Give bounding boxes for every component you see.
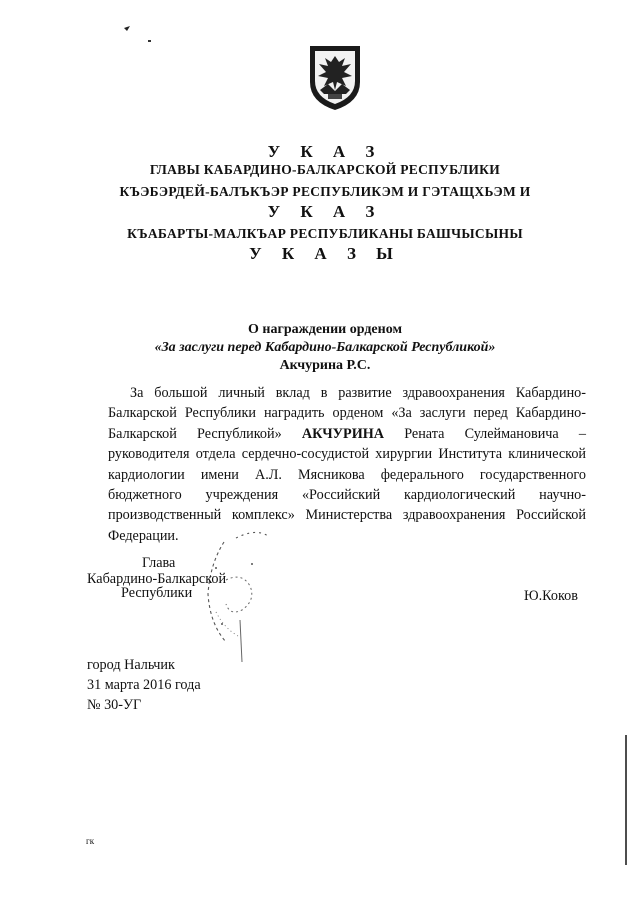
coat-of-arms-emblem: [306, 44, 364, 112]
header-ukaz-kabardian: У К А З: [267, 202, 383, 221]
header-title-russian: ГЛАВЫ КАБАРДИНО-БАЛКАРСКОЙ РЕСПУБЛИКИ: [149, 162, 501, 177]
header-title-kabardian: КЪЭБЭРДЕЙ-БАЛЪКЪЭР РЕСПУБЛИКЭМ И ГЭТАЩХЬЭМ И: [119, 184, 531, 199]
signatory-position-line-1: Глава: [142, 555, 176, 571]
decree-body-part-1: За большой личный вклад в развитие здравоохранения Кабардино-Балкарской Республики наградить орденом «За заслуги перед Кабардино-Балкарской Республикой»: [108, 385, 586, 442]
decree-title-line-1: О награждении орденом: [248, 322, 402, 337]
signatory-position-line-2: Кабардино-Балкарской: [87, 571, 227, 587]
decree-body-part-2: Рената Сулеймановича – руководителя отдела сердечно-сосудистой хирургии Института клинической кардиологии имени А.Л. Мясникова федерального государственного бюджетного учреждения «Российский кардиологический научно-производственный комплекс» Министерства здравоохранения Российской Федерации.: [108, 425, 586, 544]
decree-number: № 30-УГ: [87, 697, 142, 713]
signatory-name: Ю.Коков: [524, 588, 578, 604]
header-ukaz-russian: У К А З: [267, 142, 383, 161]
decree-date: 31 марта 2016 года: [87, 677, 201, 693]
signatory-position-line-3: Республики: [121, 585, 193, 601]
official-stamp-imprint: [196, 524, 326, 664]
decree-body: [108, 383, 586, 546]
header-ukaz-balkar: У К А З Ы: [249, 244, 401, 263]
decree-city: город Нальчик: [87, 657, 175, 673]
scan-margin-line: [624, 735, 628, 865]
recipient-surname: АКЧУРИНА: [301, 425, 385, 442]
decree-title-recipient: Акчурина Р.С.: [279, 358, 371, 373]
scan-speck-mark: [120, 22, 160, 46]
decree-title-order-name: «За заслуги перед Кабардино-Балкарской Республикой»: [154, 340, 496, 355]
footer-mark: гк: [86, 836, 95, 846]
header-title-balkar: КЪАБАРТЫ-МАЛКЪАР РЕСПУБЛИКАНЫ БАШЧЫСЫНЫ: [127, 226, 523, 241]
